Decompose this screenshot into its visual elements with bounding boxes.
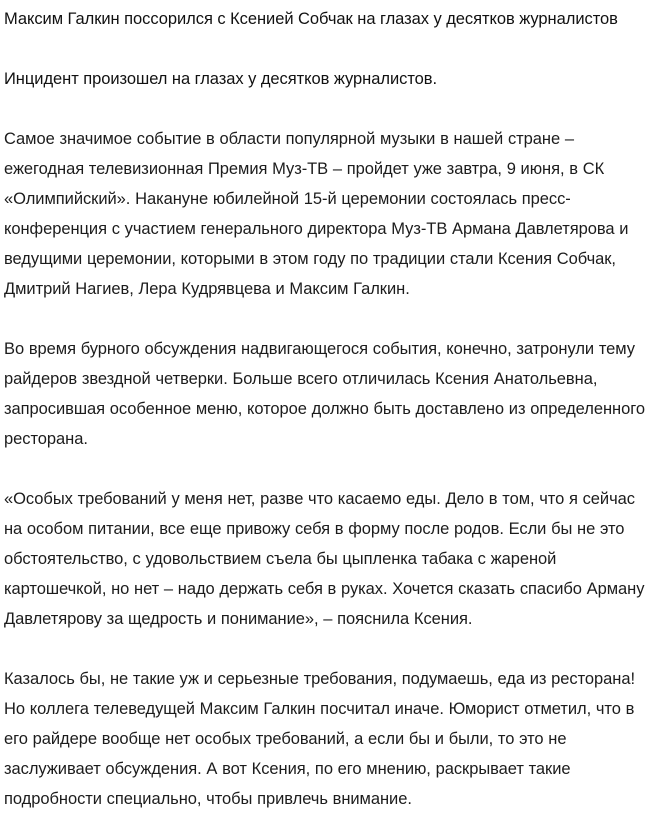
article-paragraph: Казалось бы, не такие уж и серьезные требования, подумаешь, еда из ресторана! Но коллега телеведущей Максим Галкин посчитал иначе. Юморист отметил, что в его райдере вообще нет особых требований, а если бы и были, то это не заслуживает обсуждения. А вот Ксения, по его мнению, раскрывает такие подробности специально, чтобы привлечь внимание. xyxy=(4,670,636,808)
article-standfirst: Инцидент произошел на глазах у десятков журналистов. xyxy=(4,70,438,88)
article-paragraph-quote: «Особых требований у меня нет, разве что касаемо еды. Дело в том, что я сейчас на особом питании, все еще привожу себя в форму после родов. Если бы не это обстоятельство, с удовольствием съела бы цыпленка табака с жареной картошечкой, но нет – надо держать себя в руках. Хочется сказать спасибо Арману Давлетярову за щедрость и понимание», – пояснила Ксения. xyxy=(4,490,645,628)
article-paragraph: Самое значимое событие в области популярной музыки в нашей стране – ежегодная телевизионная Премия Муз-ТВ – пройдет уже завтра, 9 июня, в СК «Олимпийский». Накануне юбилейной 15-й церемонии состоялась пресс-конференция с участием генерального директора Муз-ТВ Армана Давлетярова и ведущими церемонии, которыми в этом году по традиции стали Ксения Собчак, Дмитрий Нагиев, Лера Кудрявцева и Максим Галкин. xyxy=(4,130,629,298)
article-paragraph: Во время бурного обсуждения надвигающегося события, конечно, затронули тему райдеров звездной четверки. Больше всего отличилась Ксения Анатольевна, запросившая особенное меню, которое должно быть доставлено из определенного ресторана. xyxy=(4,340,645,448)
article-headline: Максим Галкин поссорился с Ксенией Собчак на глазах у десятков журналистов xyxy=(4,10,618,28)
article-body xyxy=(4,124,652,814)
